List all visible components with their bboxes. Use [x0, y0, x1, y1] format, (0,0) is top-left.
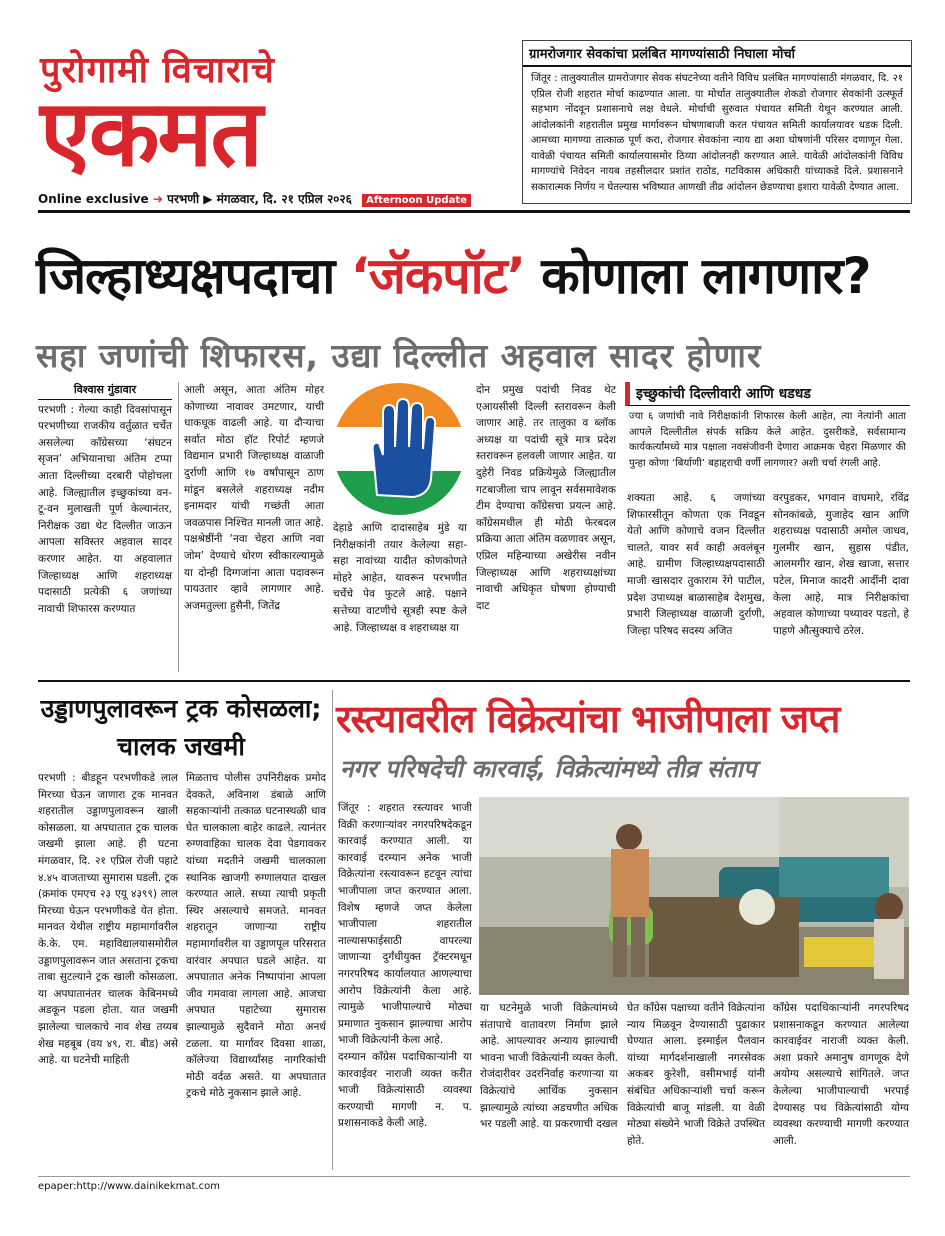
story3-col2-text: दरम्यान काँग्रेस पदाधिकाऱ्यांनी या कारवाईवर नाराजी व्यक्त करीत भाजी विक्रेत्यांसाठी व्यवस्था करण्याची मागणी न. प. प्रशासनाकडे केली आहे. [338, 1050, 472, 1130]
dateline [38, 190, 471, 207]
story3-subheadline: नगर परिषदेची कारवाई, विक्रेत्यांमध्ये तीव्र संताप [340, 755, 757, 783]
story3-column-1 [338, 800, 472, 1132]
arrow-right-icon: ➔ [152, 192, 163, 206]
online-label: Online exclusive [38, 192, 149, 206]
hand-icon [333, 383, 465, 515]
story2-headline: उड्डाणपुलावरून ट्रक कोसळला; चालक जखमी [40, 694, 322, 761]
story3-headline: रस्त्यावरील विक्रेत्यांचा भाजीपाला जप्त [336, 697, 840, 741]
play-icon: ▶ [203, 192, 213, 206]
lead-subheadline: सहा जणांची शिफारस, उद्या दिल्लीत अहवाल सादर होणार [36, 336, 762, 375]
congress-logo [333, 383, 465, 515]
lead-column-4 [476, 382, 616, 614]
footer-url[interactable]: epaper:http://www.dainikekmat.com [38, 1181, 220, 1192]
story2-column-2 [186, 770, 326, 1102]
top-story-body: जिंतूर : तालुक्यातील ग्रामरोजगार सेवक संघटनेच्या वतीने विविध प्रलंबित मागण्यांसाठी मंगळवार, दि. २१ एप्रिल रोजी शहरात मोर्चा काढण्यात आला. या मोर्चात तालुक्यातील शेकडो रोजगार सेवकांनी उत्स्फूर्त सहभाग नोंदवून प्रशासनाचे लक्ष वेधले. मोर्चाची सुरुवात पंचायत समिती येथून करण्यात आली. आंदोलकांनी शहरातील प्रमुख मार्गावरून घोषणाबाजी करत पंचायत समिती कार्यालयावर धडक दिली. आमच्या मागण्या तात्काळ पूर्ण करा, रोजगार सेवकांना न्याय द्या अशा घोषणांनी परिसर दणाणून गेला. यावेळी पंचायत समिती कार्यालयासमोर ठिय्या आंदोलनही करण्यात आले. यावेळी आंदोलकांनी विविध मागण्यांचे निवेदन नायब तहसीलदार प्रशांत राठोड, गटविकास अधिकारी यांच्याकडे दिले. प्रशासनाने सकारात्मक निर्णय न घेतल्यास भविष्यात आणखी तीव्र आंदोलन छेडण्याचा इशारा यावेळी देण्यात आला. [531, 73, 903, 193]
masthead-tagline: पुरोगामी विचाराचे [40, 50, 275, 91]
lead-col5-text: शक्यता आहे. ६ जणांच्या शिफारसीतून कोणता एक निवडून येतो आणि कोणाचे वजन दिल्लीत चालते, यावर सर्व काही अवलंबून आहे. ग्रामीण जिल्हाध्यक्षपदासाठी माजी खासदार तुकाराम रेंगे पाटील, प्रदेश उपाध्यक्ष बाळासाहेब देशमुख, प्रभारी जिल्हाध्यक्ष वाळाजी दुर्राणी, जिल्हा परिषद सदस्य अजित [627, 492, 765, 637]
story2-col1-text: परभणी : बीडहून परभणीकडे लाल मिरच्या घेऊन जाणारा ट्रक मानवत शहरातील उड्डाणपुलावरून खाली कोसळला. या अपघातात ट्रक चालक जखमी झाला आहे. ही घटना मंगळवार, दि. २१ एप्रिल रोजी पहाटे ४.४५ वाजताच्या सुमारास घडली. ट्रक (क्रमांक एमएच २३ एयू ४३९९) लाल मिरच्या घेऊन परभणीकडे येत होता. मानवत येथील राष्ट्रीय महामार्गावरील के.के. एम. महाविद्यालयासमोरील उड्डाणपुलावरून जात असताना ट्रकचा ताबा सुटल्याने ट्रक खाली कोसळला. या अपघातानंतर चालक केबिनमध्ये अडकून पडला होता. यात जखमी झालेल्या चालकाचे नाव शेख तय्यब शेख महबूब (वय ४९, रा. बीड) असे आहे. या घटनेची माहिती [38, 772, 178, 1067]
lead-col6-text: वरपुडकर, भगवान वाघमारे, रविंद्र सोनकांबळे, मुजाहेद खान आणि शहराध्यक्ष पदासाठी अमोल जाधव, गुलमीर खान, सुहास पंडीत, आलमगीर खान, शेख खाजा, सत्तार पटेल, मिनाज कादरी आदींनी दावा केला आहे, मात्र निरीक्षकांचा अहवाल कोणाच्या पथ्यावर पडतो, हे पाहणे औत्सुक्याचे ठरेल. [773, 492, 909, 637]
lead-col3-text: देहाडे आणि दादासाहेब मुंडे या निरीक्षकांनी तयार केलेल्या सहा-सहा नावांच्या यादीत कोणकोणते मोहरे आहेत, यावरून परभणीत चर्चेचे पेव फुटले आहे. पक्षाने सत्तेच्या वाटणीचे सूत्रही स्पष्ट केले आहे. जिल्हाध्यक्ष व शहराध्यक्ष या [333, 522, 467, 634]
lead-col4-text: दोन प्रमुख पदांची निवड थेट एआयसीसी दिल्ली स्तरावरून केली जाणार आहे. तर तालुका व ब्लॉक अध्यक्ष या पदांची सूत्रे मात्र प्रदेश स्तरावरून हलवली जाणार आहेत. या दुहेरी निवड प्रक्रियेमुळे जिल्ह्यातील गटबाजीला चाप लावून सर्वसमावेशक टीम देण्याचा काँग्रेसचा प्रयत्न आहे. काँग्रेसमधील ही मोठी फेरबदल प्रक्रिया आता अंतिम वळणावर असून, एप्रिल महिन्याच्या अखेरीस नवीन जिल्हाध्यक्ष आणि शहराध्यक्षांच्या नावाची अधिकृत घोषणा होण्याची दाट [476, 384, 616, 612]
lead-headline [36, 240, 916, 308]
story2-col2-text: मिळताच पोलीस उपनिरीक्षक प्रमोद देवकते, अविनाश डंबाळे आणि सहकाऱ्यांनी तत्काळ घटनास्थळी धाव घेत चालकाला बाहेर काढले. त्यानंतर रुग्णवाहिका चालक देवा पेडगावकर यांच्या मदतीने जखमी चालकाला स्थानिक खाजगी रुग्णालयात दाखल करण्यात आले. सध्या त्याची प्रकृती स्थिर असल्याचे समजते. मानवत शहरातून जाणाऱ्या राष्ट्रीय महामार्गावरील या उड्डाणपूल परिसरात वारंवार अपघात घडले आहेत. या अपघातात अनेक निष्पापांना आपला जीव गमवावा लागला आहे. आजचा अपघात पहाटेच्या सुमारास झाल्यामुळे सुदैवाने मोठा अनर्थ टळला. या मार्गावर दिवसा शाळा, कॉलेज्या विद्यार्थ्यांसह नागरिकांची मोठी वर्दळ असते. या अपघातात ट्रकचे मोठे नुकसान झाले आहे. [186, 772, 326, 1100]
top-story-title: ग्रामरोजगार सेवकांचा प्रलंबित मागण्यांसाठी निघाला मोर्चा [523, 41, 911, 67]
story3-col4-text: घेत काँग्रेस पक्षाच्या वतीने विक्रेत्यांना न्याय मिळवून देण्यासाठी पुढाकार घेण्यात आला. इस्माईल पैलवान यांच्या मार्गदर्शनाखाली नगरसेवक अकबर कुरेशी, वसीमभाई यांनी संबंधित अधिकाऱ्यांशी चर्चा करून विक्रेत्यांची बाजू मांडली. या वेळी मोठ्या संख्येने भाजी विक्रेते उपस्थित होते. [627, 1002, 765, 1147]
lead-column-2 [184, 382, 324, 614]
footer-divider [38, 1176, 910, 1177]
lead-col1-text: परभणी : गेल्या काही दिवसांपासून परभणीच्या राजकीय वर्तुळात चर्चेत असलेल्या काँग्रेसच्या ‘संघटन सृजन’ अभियानाचा अंतिम टप्पा आता दिल्लीच्या दरबारी पोहोचला आहे. जिल्ह्यातील इच्छुकांच्या वन-टू-वन मुलाखती पूर्ण केल्यानंतर, निरीक्षक उद्या थेट दिल्लीत जाऊन आपला सविस्तर अहवाल सादर करणार आहेत. या अहवालात जिल्हाध्यक्ष आणि शहराध्यक्ष पदासाठी प्रत्येकी ६ जणांच्या नावाची शिफारस करण्यात [38, 403, 172, 615]
sidebox-title: इच्छुकांची दिल्लीवारी आणि धडधड [625, 382, 910, 406]
story3-column-4 [627, 1000, 765, 1149]
lead-headline-red: ‘जॅकपॉट’ [350, 247, 525, 305]
lead-col2-text: आली असून, आता अंतिम मोहर कोणाच्या नावावर उमटणार, याची धाकधूक वाढली आहे. या दौऱ्याचा सर्वात मोठा हॉट रिपोर्ट म्हणजे विद्यमान प्रभारी जिल्हाध्यक्ष वाळाजी दुर्राणी आणि १७ वर्षांपासून ठाण मांडून बसलेले शहराध्यक्ष नदीम इनामदार यांची गच्छंती आता जवळपास निश्चित मानली जात आहे. पक्षश्रेष्ठींनी ‘नवा चेहरा आणि नवा जोम’ देण्याचे धोरण स्वीकारल्यामुळे या दोन्ही दिग्गजांना आता पदावरून पायउतार व्हावे लागणार आहे. अजमतुल्ला हुसैनी, जितेंद्र [184, 384, 324, 612]
edition-badge: Afternoon Update [362, 194, 471, 207]
column-rule [332, 690, 333, 1170]
section-divider [38, 680, 910, 682]
lead-column-5 [627, 490, 765, 639]
top-story-box [522, 40, 912, 204]
story3-col1-text: जिंतूर : शहरात रस्त्यावर भाजी विक्री करणाऱ्यांवर नगरपरिषदेकडून कारवाई करण्यात आली. या कारवाई दरम्यान अनेक भाजी विक्रेत्यांना रस्त्यावरून हटवून त्यांचा भाजीपाला जप्त करण्यात आला. विशेष म्हणजे जप्त केलेला भाजीपाला शहरातील नाल्यासफाईसाठी वापरल्या जाणाऱ्या दुर्गंधीयुक्त ट्रॅक्टरमधून नगरपरिषद कार्यालयात आणल्याचा आरोप विक्रेत्यांनी केला आहे. त्यामुळे भाजीपाल्याचे मोठ्या प्रमाणात नुकसान झाल्याचा आरोप भाजी विक्रेत्यांनी केला आहे. [338, 802, 472, 1047]
masthead-logo: एकमत [40, 80, 261, 187]
story3-column-5 [773, 1000, 909, 1149]
story3-column-3 [480, 1000, 618, 1133]
sidebox-body: ज्या ६ जणांची नावे निरीक्षकांनी शिफारस केली आहेत, त्या नेत्यांनी आता आपले दिल्लीतील संपर्क सक्रिय केले आहेत. दुसरीकडे, सर्वसामान्य कार्यकर्त्यांमध्ये मात्र पक्षाला नवसंजीवनी देणारा आक्रमक चेहरा मिळणार की पुन्हा कोणा ‘बिर्याणी’ बहाद्दराची वर्णी लागणार? अशी चर्चा रंगली आहे. [629, 411, 906, 469]
photo-image [479, 797, 909, 995]
lead-headline-pre: जिल्हाध्यक्षपदाचा [36, 247, 335, 305]
city: परभणी [167, 192, 200, 206]
column-rule [178, 382, 179, 672]
story2-column-1 [38, 770, 178, 1069]
lead-headline-post: कोणाला लागणार? [541, 247, 871, 305]
date: मंगळवार, दि. २१ एप्रिल २०२६ [216, 192, 352, 206]
lead-column-6 [773, 490, 909, 639]
vegetable-seizure-photo [479, 797, 909, 995]
lead-column-3 [333, 520, 467, 636]
sidebox [625, 382, 910, 474]
top-divider [38, 210, 910, 213]
author-byline: विश्वास गुंडावार [38, 382, 172, 400]
story3-col5-text: काँग्रेस पदाधिकाऱ्यांनी नगरपरिषद प्रशासनाकडून करण्यात आलेल्या कारवाईवर नाराजी व्यक्त केली. अशा प्रकारे अमानुष वागणूक देणे अयोग्य असल्याचे सांगितले. जप्त केलेल्या भाजीपाल्याची भरपाई देण्यासह पथ विक्रेत्यांसाठी योग्य व्यवस्था करण्याची मागणी करण्यात आली. [773, 1002, 909, 1147]
lead-column-1 [38, 382, 172, 617]
story3-col3-text: या घटनेमुळे भाजी विक्रेत्यांमध्ये संतापाचे वातावरण निर्माण झाले आहे. आपल्यावर अन्याय झाल्याची भावना भाजी विक्रेत्यांनी व्यक्त केली. रोजंदारीवर उदरनिर्वाह करणाऱ्या या विक्रेत्यांचे आर्थिक नुकसान झाल्यामुळे त्यांच्या अडचणीत अधिक भर पडली आहे. या प्रकरणाची दखल [480, 1002, 619, 1131]
